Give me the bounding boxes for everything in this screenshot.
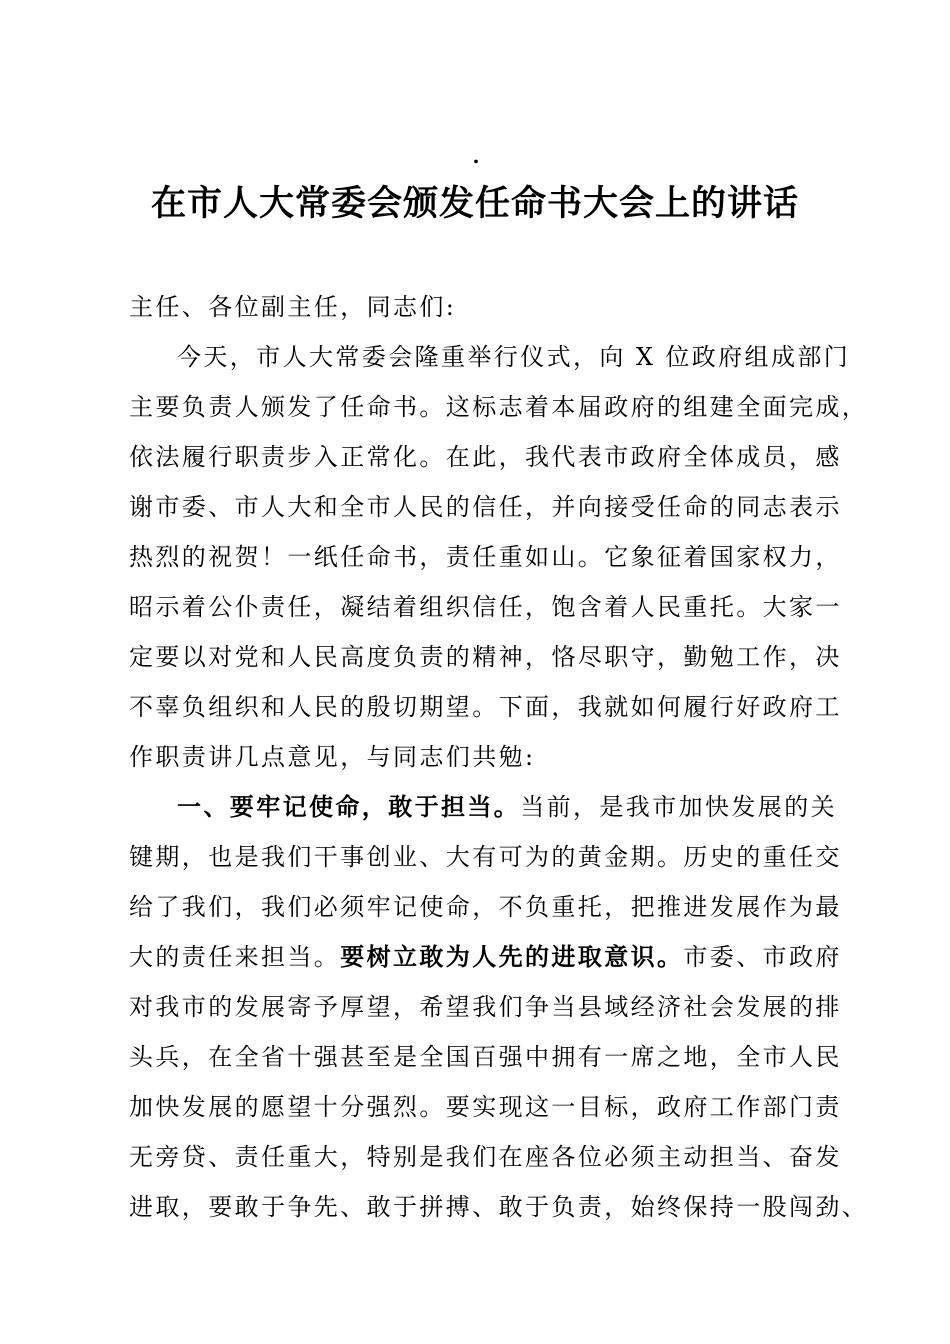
emphasis-bold-text: 要树立敢为人先的进取意识。 [340,942,684,971]
section-1-first-line [129,782,838,832]
paragraph-line: 主要负责人颁发了任命书。这标志着本届政府的组建全面完成， [129,393,869,421]
paragraph-line: 无旁贷、责任重大，特别是我们在座各位必须主动担当、奋发 [129,1143,842,1171]
paragraph-line: 给了我们，我们必须牢记使命，不负重托，把推进发展作为最 [129,893,842,921]
document-body [129,282,869,1232]
paragraph-line: 依法履行职责步入正常化。在此，我代表市政府全体成员，感 [129,443,842,471]
paragraph-line: 加快发展的愿望十分强烈。要实现这一目标，政府工作部门责 [129,1093,842,1121]
paragraph-line: 对我市的发展寄予厚望，希望我们争当县域经济社会发展的排 [129,993,842,1021]
section-1-emphasis-line [129,932,842,982]
paragraph-line: 热烈的祝贺！一纸任命书，责任重如山。它象征着国家权力， [129,543,842,571]
emphasis-suffix: 市委、市政府 [683,943,842,971]
section-1 [129,782,869,1232]
paragraph-line: 定要以对党和人民高度负责的精神，恪尽职守，勤勉工作，决 [129,643,842,671]
paragraph-line: 今天，市人大常委会隆重举行仪式，向 X 位政府组成部门 [177,343,851,371]
emphasis-prefix: 大的责任来担当。 [129,943,341,971]
page-title: 在市人大常委会颁发任命书大会上的讲话 [150,184,799,224]
salutation: 主任、各位副主任，同志们: [129,293,457,321]
paragraph-line: 不辜负组织和人民的殷切期望。下面，我就如何履行好政府工 [129,693,842,721]
paragraph-line: 谢市委、市人大和全市人民的信任，并向接受任命的同志表示 [129,493,842,521]
section-1-line1-text: 当前，是我市加快发展的关 [520,793,838,821]
paragraph-line: 昭示着公仆责任，凝结着组织信任，饱含着人民重托。大家一 [129,593,842,621]
section-1-heading: 一、要牢记使命，敢于担当。 [177,793,521,821]
top-mark: . [472,144,480,168]
paragraph-line: 作职责讲几点意见，与同志们共勉: [129,743,536,771]
paragraph-1 [129,332,869,782]
paragraph-line: 进取，要敢于争先、敢于拼搏、敢于负责，始终保持一股闯劲、 [129,1193,869,1221]
paragraph-line: 键期，也是我们干事创业、大有可为的黄金期。历史的重任交 [129,843,842,871]
paragraph-line: 头兵，在全省十强甚至是全国百强中拥有一席之地，全市人民 [129,1043,842,1071]
